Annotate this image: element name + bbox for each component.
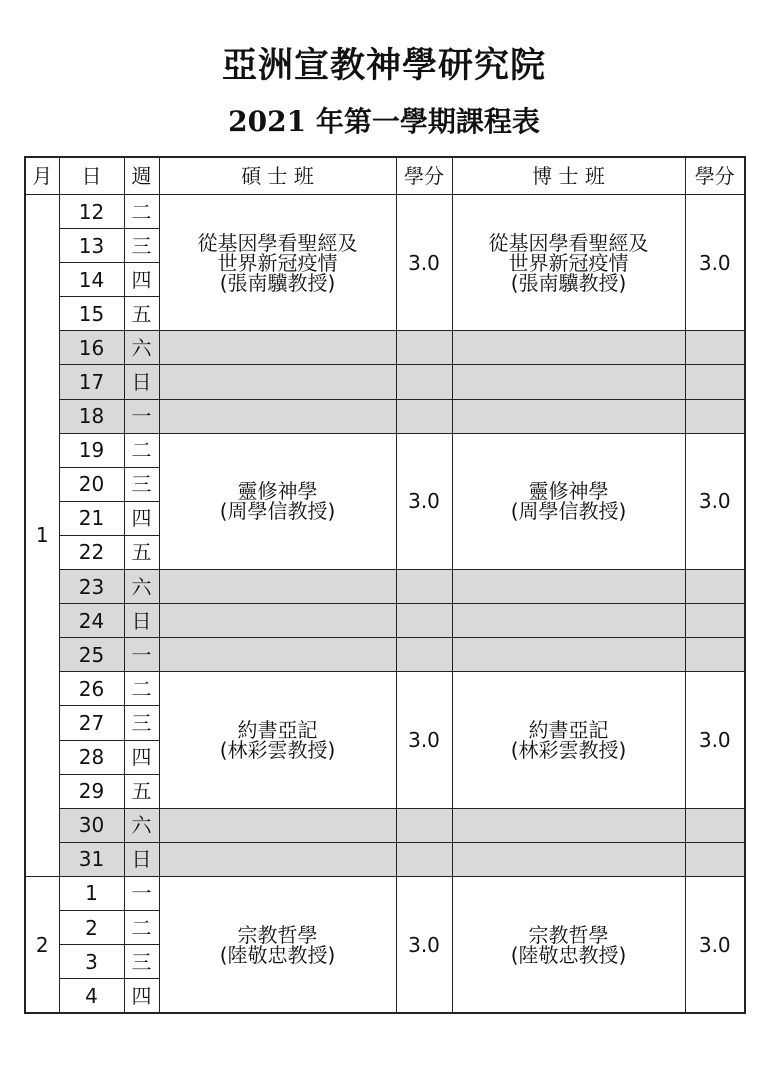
weekday-cell: 二 <box>124 910 159 944</box>
day-cell: 3 <box>59 945 124 979</box>
weekday-cell: 五 <box>124 774 159 808</box>
weekday-cell: 日 <box>124 842 159 876</box>
empty-cell <box>452 638 685 672</box>
course-title: 宗教哲學 <box>528 922 609 947</box>
day-cell: 4 <box>59 979 124 1014</box>
weekday-cell: 五 <box>124 297 159 331</box>
header-masters: 碩 士 班 <box>159 157 396 195</box>
day-cell: 26 <box>59 672 124 706</box>
empty-cell <box>452 604 685 638</box>
course-instructor: (陸敬忠教授) <box>510 942 627 967</box>
table-row <box>25 195 745 229</box>
weekday-cell: 四 <box>124 501 159 535</box>
header-month: 月 <box>25 157 59 195</box>
day-cell: 19 <box>59 433 124 467</box>
weekday-cell: 六 <box>124 808 159 842</box>
empty-cell <box>452 331 685 365</box>
empty-cell <box>159 638 396 672</box>
weekday-cell: 日 <box>124 365 159 399</box>
day-cell: 23 <box>59 570 124 604</box>
table-row <box>25 433 745 467</box>
masters-course <box>159 195 396 331</box>
empty-cell <box>685 570 745 604</box>
table-row <box>25 604 745 638</box>
course-instructor: (張南驥教授) <box>219 270 336 295</box>
day-cell: 13 <box>59 229 124 263</box>
course-title: 從基因學看聖經及 <box>488 230 649 255</box>
header-weekday: 週 <box>124 157 159 195</box>
month-cell: 2 <box>25 876 59 1013</box>
day-cell: 30 <box>59 808 124 842</box>
weekday-cell: 二 <box>124 433 159 467</box>
page-subtitle: 2021 年第一學期課程表 <box>228 105 540 138</box>
empty-cell <box>452 399 685 433</box>
weekday-cell: 三 <box>124 467 159 501</box>
course-title: 約書亞記 <box>237 718 318 742</box>
course-instructor: (林彩雲教授) <box>219 738 336 762</box>
doctoral-credit: 3.0 <box>685 672 745 808</box>
masters-course <box>159 876 396 1013</box>
day-cell: 27 <box>59 706 124 740</box>
header-doctoral: 博 士 班 <box>452 157 685 195</box>
weekday-cell: 三 <box>124 229 159 263</box>
course-instructor: (林彩雲教授) <box>510 738 627 762</box>
masters-credit: 3.0 <box>396 433 452 569</box>
day-cell: 16 <box>59 331 124 365</box>
page-title: 亞洲宣教神學研究院 <box>221 45 546 86</box>
course-instructor: (周學信教授) <box>219 499 336 524</box>
empty-cell <box>159 331 396 365</box>
header-day: 日 <box>59 157 124 195</box>
day-cell: 1 <box>59 876 124 910</box>
doctoral-course <box>452 195 685 331</box>
doctoral-course <box>452 433 685 569</box>
empty-cell <box>452 570 685 604</box>
table-row <box>25 672 745 706</box>
empty-cell <box>159 842 396 876</box>
course-title: 從基因學看聖經及 <box>197 230 358 255</box>
empty-cell <box>396 365 452 399</box>
course-title: 靈修神學 <box>528 479 609 504</box>
empty-cell <box>396 842 452 876</box>
day-cell: 20 <box>59 467 124 501</box>
day-cell: 21 <box>59 501 124 535</box>
empty-cell <box>396 399 452 433</box>
day-cell: 18 <box>59 399 124 433</box>
empty-cell <box>159 604 396 638</box>
doctoral-credit: 3.0 <box>685 876 745 1013</box>
day-cell: 25 <box>59 638 124 672</box>
masters-credit: 3.0 <box>396 876 452 1013</box>
table-row <box>25 808 745 842</box>
weekday-cell: 一 <box>124 399 159 433</box>
empty-cell <box>159 365 396 399</box>
course-title: 世界新冠疫情 <box>217 250 338 275</box>
empty-cell <box>452 808 685 842</box>
empty-cell <box>685 842 745 876</box>
course-title: 世界新冠疫情 <box>508 250 629 275</box>
course-instructor: (周學信教授) <box>510 499 627 524</box>
course-title: 靈修神學 <box>237 479 318 504</box>
table-row <box>25 365 745 399</box>
empty-cell <box>685 365 745 399</box>
masters-course <box>159 433 396 569</box>
empty-cell <box>159 399 396 433</box>
masters-credit: 3.0 <box>396 195 452 331</box>
doctoral-credit: 3.0 <box>685 433 745 569</box>
day-cell: 14 <box>59 263 124 297</box>
day-cell: 2 <box>59 910 124 944</box>
header-credit-doctoral: 學分 <box>685 157 745 195</box>
weekday-cell: 一 <box>124 876 159 910</box>
table-row <box>25 638 745 672</box>
weekday-cell: 二 <box>124 672 159 706</box>
empty-cell <box>396 570 452 604</box>
header-credit-masters: 學分 <box>396 157 452 195</box>
weekday-cell: 三 <box>124 706 159 740</box>
weekday-cell: 四 <box>124 740 159 774</box>
masters-course <box>159 672 396 808</box>
day-cell: 28 <box>59 740 124 774</box>
doctoral-course <box>452 672 685 808</box>
empty-cell <box>159 570 396 604</box>
weekday-cell: 四 <box>124 979 159 1014</box>
empty-cell <box>396 638 452 672</box>
doctoral-credit: 3.0 <box>685 195 745 331</box>
doctoral-course <box>452 876 685 1013</box>
table-row <box>25 399 745 433</box>
weekday-cell: 六 <box>124 331 159 365</box>
table-row <box>25 876 745 910</box>
table-row <box>25 842 745 876</box>
day-cell: 31 <box>59 842 124 876</box>
table-row <box>25 331 745 365</box>
weekday-cell: 一 <box>124 638 159 672</box>
day-cell: 12 <box>59 195 124 229</box>
empty-cell <box>685 399 745 433</box>
day-cell: 29 <box>59 774 124 808</box>
month-cell: 1 <box>25 195 59 877</box>
empty-cell <box>396 808 452 842</box>
empty-cell <box>159 808 396 842</box>
course-title: 約書亞記 <box>528 718 609 742</box>
empty-cell <box>685 638 745 672</box>
table-row <box>25 570 745 604</box>
empty-cell <box>396 331 452 365</box>
course-title: 宗教哲學 <box>237 922 318 947</box>
weekday-cell: 二 <box>124 195 159 229</box>
empty-cell <box>452 842 685 876</box>
weekday-cell: 三 <box>124 945 159 979</box>
empty-cell <box>685 331 745 365</box>
weekday-cell: 四 <box>124 263 159 297</box>
course-instructor: (張南驥教授) <box>510 270 627 295</box>
day-cell: 22 <box>59 535 124 569</box>
empty-cell <box>396 604 452 638</box>
day-cell: 24 <box>59 604 124 638</box>
day-cell: 17 <box>59 365 124 399</box>
masters-credit: 3.0 <box>396 672 452 808</box>
course-instructor: (陸敬忠教授) <box>219 942 336 967</box>
header-row <box>25 157 745 195</box>
schedule-table <box>24 156 746 1014</box>
day-cell: 15 <box>59 297 124 331</box>
empty-cell <box>452 365 685 399</box>
weekday-cell: 六 <box>124 570 159 604</box>
weekday-cell: 日 <box>124 604 159 638</box>
empty-cell <box>685 604 745 638</box>
empty-cell <box>685 808 745 842</box>
weekday-cell: 五 <box>124 535 159 569</box>
